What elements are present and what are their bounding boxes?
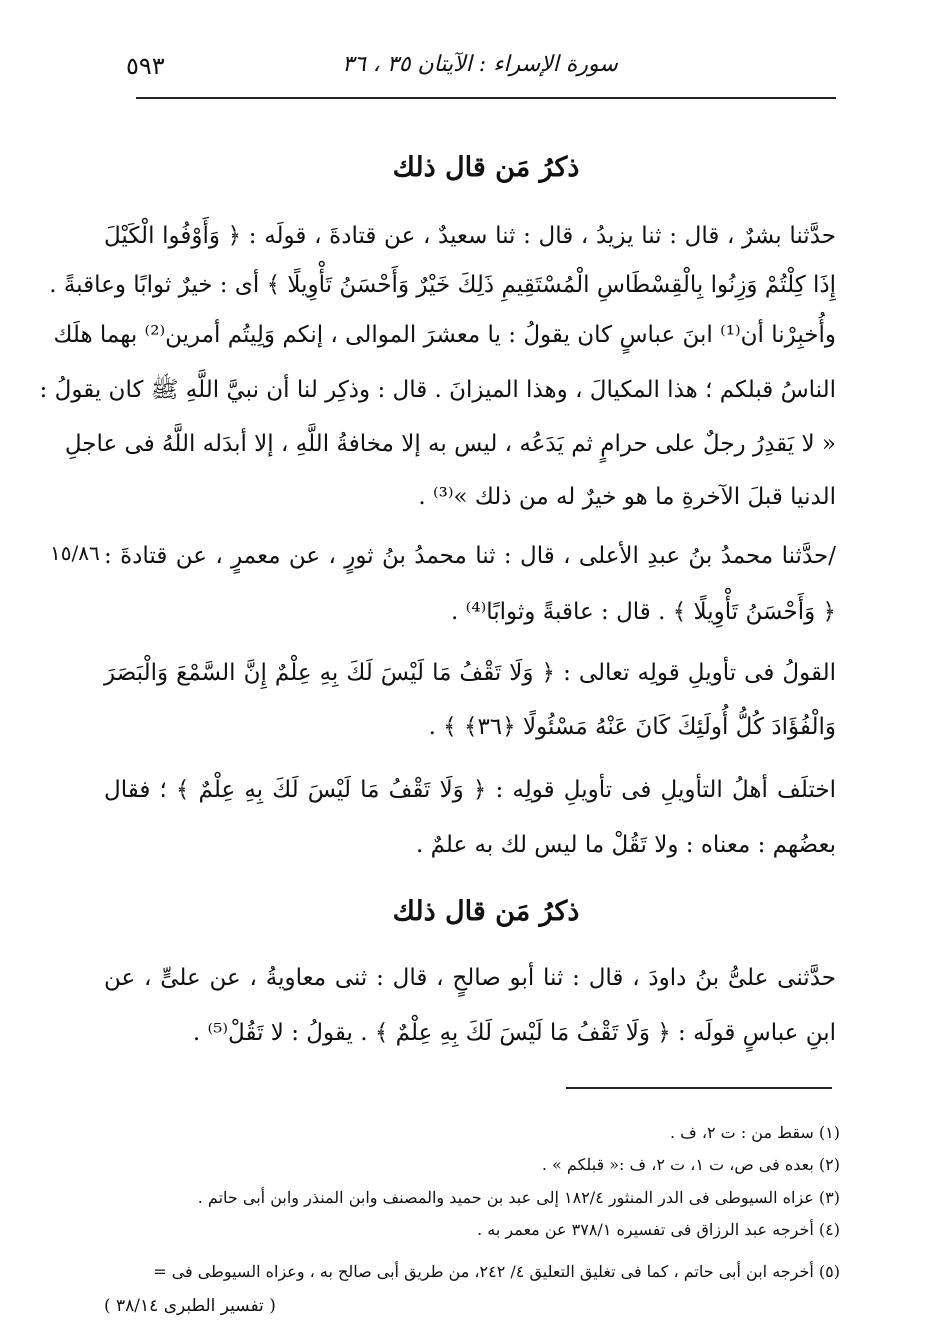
text-line: حدَّثنا بشرٌ ، قال : ثنا يزيدُ ، قال : ثنا سعيدٌ ، عن قتادةَ ، قولَه : ﴿ وَأَوْفُوا الْكَيْلَ bbox=[104, 223, 836, 249]
running-header: سورة الإسراء : الآيتان ٣٥ ، ٣٦ bbox=[342, 52, 618, 77]
footnote: (٥) أخرجه ابن أبى حاتم ، كما فى تغليق التعليق ٤/ ٢٤٢، من طريق أبى صالح به ، وعزاه السيوطى فى = bbox=[153, 1262, 840, 1281]
text-line: الدنيا قبلَ الآخرةِ ما هو خيرٌ له من ذلك »⁽³⁾ . bbox=[418, 484, 836, 510]
text-line: القولُ فى تأويلِ قولِه تعالى : ﴿ وَلَا تَقْفُ مَا لَيْسَ لَكَ بِهِ عِلْمٌ إِنَّ السَّمْعَ وَالْبَصَرَ bbox=[104, 660, 836, 686]
text-line: اختلَف أهلُ التأويلِ فى تأويلِ قولِه : ﴿ وَلَا تَقْفُ مَا لَيْسَ لَكَ بِهِ عِلْمٌ ﴾ ؛ فقال bbox=[104, 777, 836, 803]
header-rule bbox=[136, 97, 836, 99]
footnote: (٤) أخرجه عبد الرزاق فى تفسيره ٣٧٨/١ عن معمر به . bbox=[477, 1220, 840, 1239]
text-line: /حدَّثنا محمدُ بنُ عبدِ الأعلى ، قال : ثنا محمدُ بنُ ثورٍ ، عن معمرٍ ، عن قتادةَ : bbox=[104, 543, 836, 569]
footer-reference: ( تفسير الطبرى ٣٨/١٤ ) bbox=[104, 1296, 276, 1316]
text-line: الناسُ قبلكم ؛ هذا المكيالَ ، وهذا الميزانَ . قال : وذكِر لنا أن نبيَّ اللَّهِ ﷺ كان يقولُ : bbox=[39, 377, 836, 403]
footnote: (١) سقط من : ت ٢، ف . bbox=[669, 1123, 840, 1142]
text-line: ﴿ وَأَحْسَنُ تَأْوِيلًا ﴾ . قال : عاقبةً وثوابًا⁽⁴⁾ . bbox=[451, 599, 836, 625]
footnote: (٣) عزاه السيوطى فى الدر المنثور ١٨٢/٤ إلى عبد بن حميد والمصنف وابن المنذر وابن أبى حاتم . bbox=[197, 1188, 840, 1207]
margin-reference: ١٥/٨٦ bbox=[50, 541, 100, 565]
text-line: حدَّثنى علىُّ بنُ داودَ ، قال : ثنا أبو صالحٍ ، قال : ثنى معاويةُ ، عن علىٍّ ، عن bbox=[104, 965, 836, 991]
text-line: « لا يَقدِرُ رجلٌ على حرامٍ ثم يَدَعُه ، ليس به إلا مخافةُ اللَّهِ ، إلا أبدَله اللَّهُ فى عاجلِ bbox=[64, 431, 836, 457]
text-line: ابنِ عباسٍ قولَه : ﴿ وَلَا تَقْفُ مَا لَيْسَ لَكَ بِهِ عِلْمٌ ﴾ . يقولُ : لا تَقُلْ⁽⁵⁾ . bbox=[192, 1020, 836, 1046]
footnote-rule bbox=[566, 1087, 832, 1089]
text-line: وَالْفُؤَادَ كُلُّ أُولَئِكَ كَانَ عَنْهُ مَسْئُولًا ﴿٣٦﴾ ﴾ . bbox=[428, 714, 836, 740]
page-number: ٥٩٣ bbox=[126, 52, 165, 80]
text-line: وأُخبِرْنا أن⁽¹⁾ ابنَ عباسٍ كان يقولُ : يا معشرَ الموالى ، إنكم وَلِيتُم أمرين⁽²⁾ بهما هلَك bbox=[53, 322, 836, 348]
text-line: إِذَا كِلْتُمْ وَزِنُوا بِالْقِسْطَاسِ الْمُسْتَقِيمِ ذَلِكَ خَيْرٌ وَأَحْسَنُ تَأْوِيلًا ﴾ أى : خيرٌ ثوابًا وعاقبةً . bbox=[49, 272, 836, 298]
section-heading: ذكرُ مَن قال ذلك bbox=[392, 896, 580, 927]
footnote: (٢) بعده فى ص، ت ١، ت ٢، ف :« قبلكم » . bbox=[541, 1155, 840, 1174]
section-heading: ذكرُ مَن قال ذلك bbox=[392, 152, 580, 183]
text-line: بعضُهم : معناه : ولا تَقُلْ ما ليس لك به علمٌ . bbox=[415, 832, 836, 858]
